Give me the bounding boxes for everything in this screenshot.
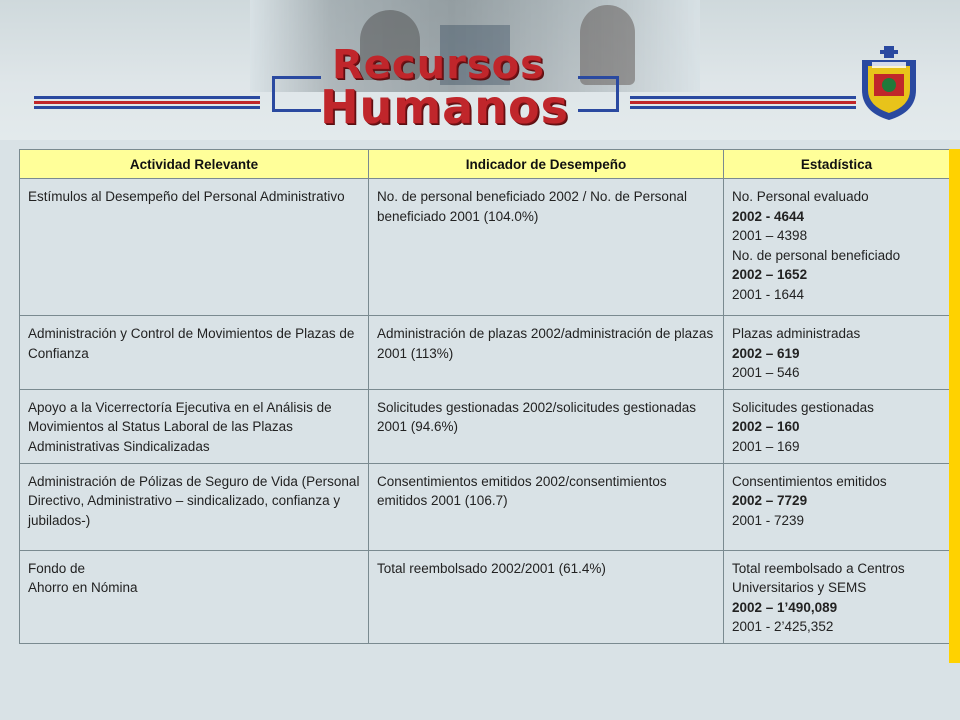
cell-estadistica: [724, 550, 950, 643]
stat-line: Total reembolsado a Centros Universitarios y SEMS: [732, 560, 905, 596]
cell-actividad: [20, 550, 369, 643]
cell-actividad: Apoyo a la Vicerrectoría Ejecutiva en el Análisis de Movimientos al Status Laboral de las Plazas Administrativas Sindicalizadas: [20, 389, 369, 463]
left-stripe-red: [34, 101, 260, 104]
title-line-2: Humanos: [320, 80, 569, 134]
university-crest-icon: [858, 46, 920, 120]
side-accent-bar: [949, 149, 960, 663]
stat-line: 2001 - 2’425,352: [732, 619, 834, 635]
cell-estadistica: [724, 389, 950, 463]
stat-line-bold: 2002 - 4644: [732, 208, 805, 224]
table-row: [20, 389, 950, 463]
stat-line: 2001 – 546: [732, 365, 800, 381]
title-line-1: Recursos: [332, 42, 545, 88]
cell-indicador: Total reembolsado 2002/2001 (61.4%): [369, 550, 724, 643]
right-stripe-red: [630, 101, 856, 104]
actividad-line: Fondo de: [28, 560, 86, 576]
right-bracket: [578, 76, 619, 112]
stat-line: Consentimientos emitidos: [732, 473, 887, 489]
table-row: [20, 316, 950, 390]
header-estadistica: Estadística: [724, 150, 950, 179]
stat-line: 2001 - 7239: [732, 512, 805, 528]
stat-line: 2001 - 1644: [732, 286, 805, 302]
header-indicador: Indicador de Desempeño: [369, 150, 724, 179]
cell-indicador: Administración de plazas 2002/administración de plazas 2001 (113%): [369, 316, 724, 390]
stat-line-bold: 2002 – 160: [732, 419, 800, 435]
cell-actividad: Estímulos al Desempeño del Personal Administrativo: [20, 179, 369, 316]
stat-line: 2001 – 169: [732, 438, 800, 454]
cell-estadistica: [724, 463, 950, 550]
cell-actividad: Administración y Control de Movimientos de Plazas de Confianza: [20, 316, 369, 390]
actividad-line: Ahorro en Nómina: [28, 580, 138, 596]
stat-line-bold: 2002 – 1652: [732, 267, 808, 283]
cell-actividad: Administración de Pólizas de Seguro de Vida (Personal Directivo, Administrativo – sindicalizado, confianza y jubilados-): [20, 463, 369, 550]
stat-line: No. Personal evaluado: [732, 189, 869, 204]
table-row: [20, 463, 950, 550]
table-row: [20, 550, 950, 643]
stat-line-bold: 2002 – 1’490,089: [732, 599, 838, 615]
stat-line: Solicitudes gestionadas: [732, 399, 874, 415]
page-title: [320, 42, 580, 132]
left-stripe-blue-2: [34, 106, 260, 109]
right-stripe-blue: [630, 96, 856, 99]
cell-indicador: No. de personal beneficiado 2002 / No. de Personal beneficiado 2001 (104.0%): [369, 179, 724, 316]
cell-estadistica: [724, 316, 950, 390]
activities-table: [19, 149, 960, 644]
stat-line-bold: 2002 – 619: [732, 345, 800, 361]
stat-line-bold: 2002 – 7729: [732, 493, 808, 509]
table-row: [20, 179, 950, 316]
cell-indicador: Consentimientos emitidos 2002/consentimientos emitidos 2001 (106.7): [369, 463, 724, 550]
stat-line: No. de personal beneficiado: [732, 247, 901, 263]
cell-indicador: Solicitudes gestionadas 2002/solicitudes gestionadas 2001 (94.6%): [369, 389, 724, 463]
left-stripe-blue: [34, 96, 260, 99]
header-actividad: Actividad Relevante: [20, 150, 369, 179]
right-stripe-blue-2: [630, 106, 856, 109]
table-header-row: [20, 150, 950, 179]
stat-line: Plazas administradas: [732, 326, 861, 341]
cell-estadistica: [724, 179, 950, 316]
stat-line: 2001 – 4398: [732, 228, 808, 244]
header-banner: [0, 0, 960, 140]
left-bracket: [272, 76, 321, 112]
